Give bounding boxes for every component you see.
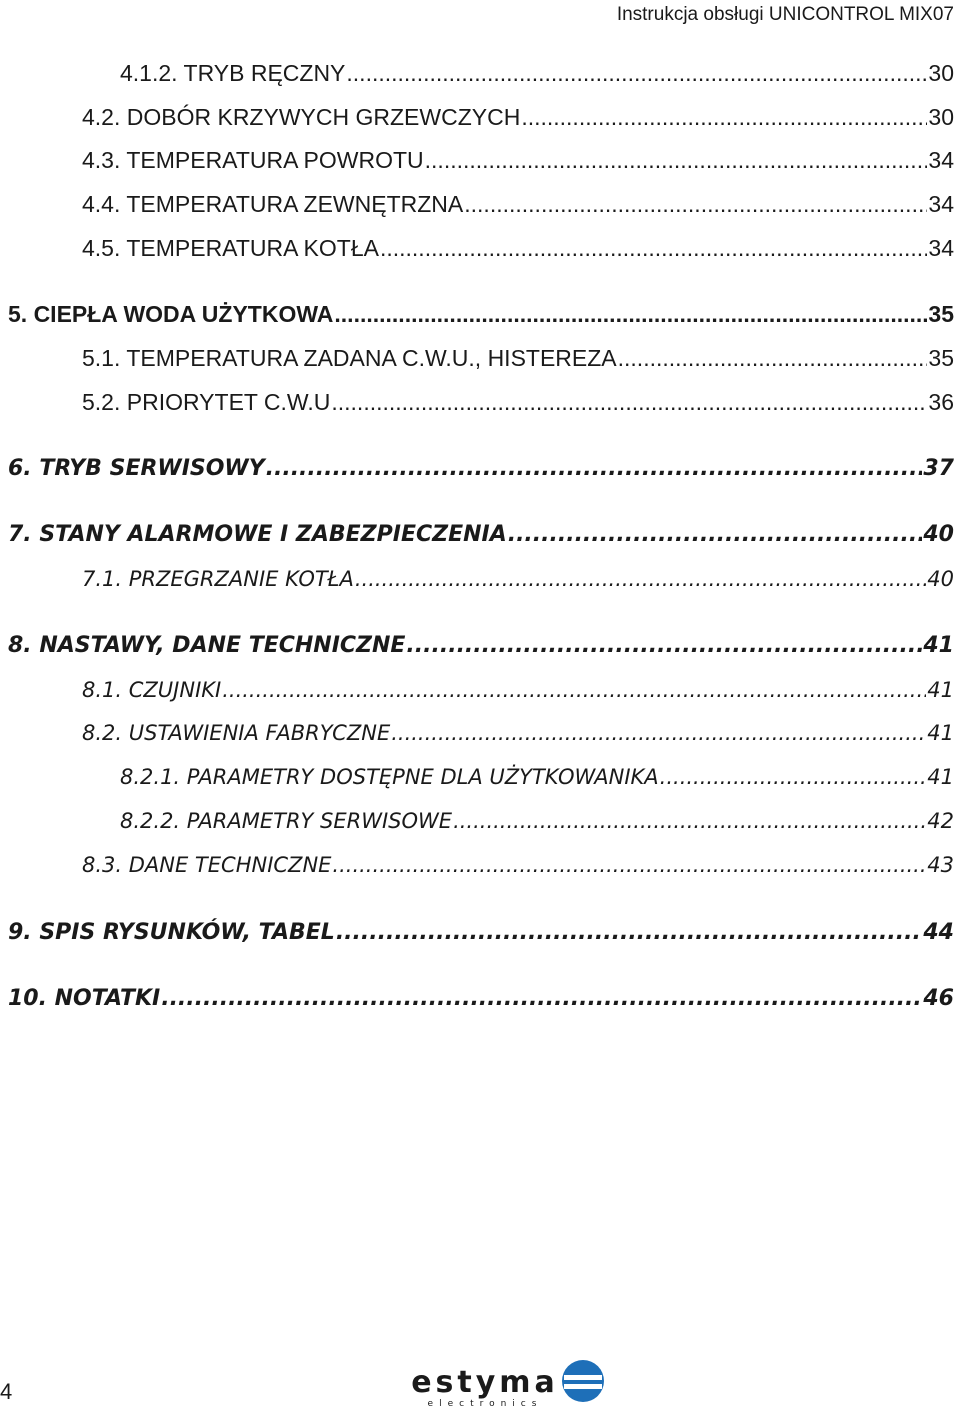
toc-entry-page: 34 bbox=[928, 147, 954, 173]
toc-entry[interactable] bbox=[120, 60, 954, 87]
toc-leader bbox=[346, 60, 927, 87]
logo-subtext: electronics bbox=[427, 1399, 543, 1409]
toc-entry[interactable] bbox=[82, 235, 954, 262]
estyma-logo-mark-icon bbox=[560, 1356, 606, 1406]
toc-leader bbox=[334, 301, 927, 328]
toc-leader bbox=[425, 147, 928, 174]
toc-entry-page: 41 bbox=[923, 633, 954, 658]
toc-entry-page: 41 bbox=[927, 765, 954, 789]
toc-entry[interactable] bbox=[82, 678, 954, 702]
toc-leader bbox=[331, 389, 927, 416]
toc-entry-page: 40 bbox=[927, 567, 954, 591]
toc-entry-page: 37 bbox=[923, 456, 954, 481]
toc-entry-label: 4.2. DOBÓR KRZYWYCH GRZEWCZYCH bbox=[82, 104, 521, 130]
toc-leader bbox=[453, 809, 926, 833]
toc-entry-page: 35 bbox=[928, 301, 954, 327]
toc-entry-label: 4.3. TEMPERATURA POWROTU bbox=[82, 147, 424, 173]
toc-entry-page: 30 bbox=[928, 104, 954, 130]
toc-entry[interactable] bbox=[82, 147, 954, 174]
toc-entry-page: 46 bbox=[923, 986, 954, 1011]
toc-leader bbox=[618, 345, 928, 372]
logo-text: estyma bbox=[411, 1365, 559, 1400]
toc-entry-page: 42 bbox=[927, 809, 954, 833]
toc-entry[interactable] bbox=[82, 567, 954, 591]
toc-entry[interactable] bbox=[82, 345, 954, 372]
toc-entry-label: 8.2.1. PARAMETRY DOSTĘPNE DLA UŻYTKOWANIKA bbox=[120, 765, 659, 789]
toc-entry-label: 4.5. TEMPERATURA KOTŁA bbox=[82, 235, 379, 261]
toc-leader bbox=[161, 986, 922, 1011]
toc-leader bbox=[660, 765, 927, 789]
toc-entry[interactable] bbox=[82, 853, 954, 877]
toc-entry-chapter[interactable] bbox=[8, 456, 954, 481]
toc-entry-label: 7.1. PRZEGRZANIE KOTŁA bbox=[82, 567, 354, 591]
toc-leader bbox=[266, 456, 923, 481]
toc-entry-page: 36 bbox=[928, 389, 954, 415]
toc-entry-page: 44 bbox=[923, 920, 954, 945]
toc-entry[interactable] bbox=[82, 104, 954, 131]
toc-entry-page: 43 bbox=[927, 853, 954, 877]
toc-leader bbox=[391, 721, 926, 745]
toc-entry-label: 8.3. DANE TECHNICZNE bbox=[82, 853, 332, 877]
toc-entry-label: 8.1. CZUJNIKI bbox=[82, 678, 222, 702]
toc-entry-page: 35 bbox=[928, 345, 954, 371]
toc-entry-label: 8. NASTAWY, DANE TECHNICZNE bbox=[8, 633, 406, 658]
toc-entry-label: 7. STANY ALARMOWE I ZABEZPIECZENIA bbox=[8, 522, 507, 547]
page-number: 4 bbox=[0, 1379, 13, 1404]
toc-leader bbox=[355, 567, 926, 591]
document-header: Instrukcja obsługi UNICONTROL MIX07 bbox=[616, 4, 954, 25]
toc-entry-page: 34 bbox=[928, 191, 954, 217]
toc-entry[interactable] bbox=[120, 765, 954, 789]
toc-leader bbox=[380, 235, 927, 262]
toc-leader bbox=[508, 522, 923, 547]
toc-entry-page: 41 bbox=[927, 678, 954, 702]
toc-entry-label: 8.2.2. PARAMETRY SERWISOWE bbox=[120, 809, 453, 833]
toc-entry-label: 10. NOTATKI bbox=[8, 986, 161, 1011]
toc-entry[interactable] bbox=[82, 721, 954, 745]
toc-leader bbox=[336, 920, 923, 945]
toc-entry-chapter[interactable] bbox=[8, 301, 954, 328]
toc-entry-page: 34 bbox=[928, 235, 954, 261]
toc-entry-chapter[interactable] bbox=[8, 522, 954, 547]
toc-entry-label: 9. SPIS RYSUNKÓW, TABEL bbox=[8, 920, 335, 945]
toc-entry-chapter[interactable] bbox=[8, 633, 954, 658]
toc-entry-page: 40 bbox=[923, 522, 954, 547]
toc-entry-page: 30 bbox=[928, 60, 954, 86]
toc-entry-label: 4.1.2. TRYB RĘCZNY bbox=[120, 60, 346, 86]
toc-leader bbox=[332, 853, 926, 877]
toc-entry-label: 8.2. USTAWIENIA FABRYCZNE bbox=[82, 721, 391, 745]
toc-leader bbox=[222, 678, 926, 702]
toc-entry-label: 5.2. PRIORYTET C.W.U bbox=[82, 389, 331, 415]
toc-entry-page: 41 bbox=[927, 721, 954, 745]
toc-entry-chapter[interactable] bbox=[8, 986, 954, 1011]
toc-entry[interactable] bbox=[120, 809, 954, 833]
toc-entry-label: 5.1. TEMPERATURA ZADANA C.W.U., HISTEREZA bbox=[82, 345, 617, 371]
toc-entry-label: 5. CIEPŁA WODA UŻYTKOWA bbox=[8, 301, 334, 327]
toc-entry-label: 6. TRYB SERWISOWY bbox=[8, 456, 265, 481]
toc-entry-label: 4.4. TEMPERATURA ZEWNĘTRZNA bbox=[82, 191, 464, 217]
toc-entry-chapter[interactable] bbox=[8, 920, 954, 945]
toc-leader bbox=[406, 633, 922, 658]
toc-leader bbox=[521, 104, 927, 131]
toc-leader bbox=[464, 191, 927, 218]
toc-entry[interactable] bbox=[82, 389, 954, 416]
toc-entry[interactable] bbox=[82, 191, 954, 218]
